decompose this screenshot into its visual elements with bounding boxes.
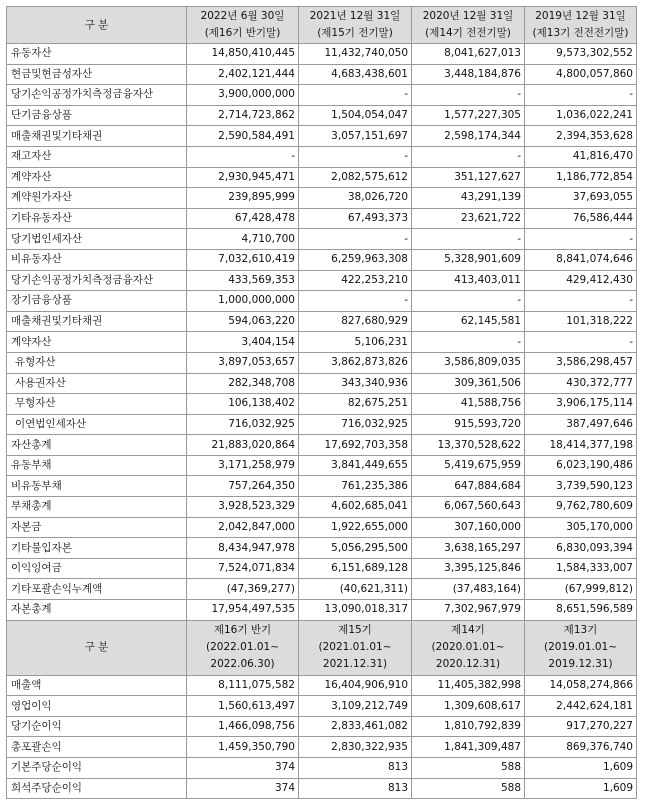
row-label: 유동부채: [7, 455, 187, 476]
row-label: 유형자산: [7, 352, 187, 373]
row-value: 757,264,350: [187, 476, 299, 497]
row-value: 2,590,584,491: [187, 126, 299, 147]
table-row: [7, 64, 637, 85]
row-value: 14,058,274,866: [525, 675, 637, 696]
row-label: 자본총계: [7, 600, 187, 621]
row-value: 647,884,684: [412, 476, 525, 497]
header-period: [412, 7, 525, 44]
row-value: 813: [299, 758, 412, 779]
row-value: (37,483,164): [412, 579, 525, 600]
row-value: 716,032,925: [299, 414, 412, 435]
row-value: 38,026,720: [299, 188, 412, 209]
row-value: 11,405,382,998: [412, 675, 525, 696]
row-label: 계약자산: [7, 332, 187, 353]
row-value: -: [525, 229, 637, 250]
row-value: 869,376,740: [525, 737, 637, 758]
period-date: 2020년 12월 31일: [422, 10, 514, 22]
row-value: 2,830,322,935: [299, 737, 412, 758]
row-value: (67,999,812): [525, 579, 637, 600]
row-label: 사용권자산: [7, 373, 187, 394]
row-value: 305,170,000: [525, 517, 637, 538]
row-value: 8,041,627,013: [412, 44, 525, 65]
period-from: (2019.01.01~: [543, 641, 617, 654]
row-label: 당기손익공정가치측정금융자산: [7, 270, 187, 291]
row-value: 1,584,333,007: [525, 558, 637, 579]
period-to: 2021.12.31): [322, 658, 388, 671]
period-date: 2021년 12월 31일: [309, 10, 401, 22]
balance-header-row: [7, 7, 637, 44]
row-value: 4,602,685,041: [299, 497, 412, 518]
row-label: 장기금융상품: [7, 291, 187, 312]
row-value: 67,428,478: [187, 208, 299, 229]
table-row: [7, 126, 637, 147]
period-to: 2022.06.30): [210, 658, 275, 671]
row-value: 1,466,098,756: [187, 716, 299, 737]
row-value: 3,171,258,979: [187, 455, 299, 476]
row-value: 1,309,608,617: [412, 696, 525, 717]
row-value: 2,930,945,471: [187, 167, 299, 188]
row-value: 17,692,703,358: [299, 435, 412, 456]
header-period: [299, 7, 412, 44]
period-term: 제16기 반기: [213, 624, 272, 637]
row-value: 6,830,093,394: [525, 538, 637, 559]
row-value: 14,850,410,445: [187, 44, 299, 65]
row-value: 5,328,901,609: [412, 249, 525, 270]
income-header-period: [525, 620, 637, 675]
row-label: 당기법인세자산: [7, 229, 187, 250]
row-label: 당기순이익: [7, 716, 187, 737]
row-value: 7,032,610,419: [187, 249, 299, 270]
financial-summary-table: [6, 6, 637, 799]
row-value: 2,833,461,082: [299, 716, 412, 737]
table-row: [7, 85, 637, 106]
row-value: 4,710,700: [187, 229, 299, 250]
row-label: 현금및현금성자산: [7, 64, 187, 85]
row-value: 8,111,075,582: [187, 675, 299, 696]
row-label: 비유동자산: [7, 249, 187, 270]
row-value: 387,497,646: [525, 414, 637, 435]
row-label: 기타포괄손익누계액: [7, 579, 187, 600]
period-term: (제14기 전전기말): [425, 27, 511, 39]
row-value: 8,651,596,589: [525, 600, 637, 621]
row-value: -: [412, 291, 525, 312]
row-value: (40,621,311): [299, 579, 412, 600]
row-value: 2,442,624,181: [525, 696, 637, 717]
table-row: [7, 476, 637, 497]
table-row: [7, 737, 637, 758]
row-value: -: [299, 229, 412, 250]
row-value: 761,235,386: [299, 476, 412, 497]
table-row: [7, 558, 637, 579]
row-label: 기타유동자산: [7, 208, 187, 229]
table-row: [7, 229, 637, 250]
row-value: 1,577,227,305: [412, 105, 525, 126]
table-row: [7, 600, 637, 621]
row-value: 43,291,139: [412, 188, 525, 209]
table-row: [7, 249, 637, 270]
row-value: 1,504,054,047: [299, 105, 412, 126]
row-value: 588: [412, 758, 525, 779]
row-label: 재고자산: [7, 146, 187, 167]
row-value: 13,090,018,317: [299, 600, 412, 621]
row-value: 1,609: [525, 778, 637, 799]
row-value: 3,928,523,329: [187, 497, 299, 518]
row-value: 5,419,675,959: [412, 455, 525, 476]
header-label: 구 분: [7, 7, 187, 44]
row-label: 비유동부채: [7, 476, 187, 497]
row-value: 82,675,251: [299, 394, 412, 415]
period-term: 제15기: [338, 624, 372, 637]
row-label: 희석주당순이익: [7, 778, 187, 799]
row-value: 915,593,720: [412, 414, 525, 435]
row-label: 기본주당순이익: [7, 758, 187, 779]
row-value: 3,862,873,826: [299, 352, 412, 373]
row-value: 594,063,220: [187, 311, 299, 332]
table-row: [7, 394, 637, 415]
row-value: 3,404,154: [187, 332, 299, 353]
row-value: 41,588,756: [412, 394, 525, 415]
row-label: 당기손익공정가치측정금융자산: [7, 85, 187, 106]
row-value: 343,340,936: [299, 373, 412, 394]
row-label: 매출액: [7, 675, 187, 696]
row-value: 1,922,655,000: [299, 517, 412, 538]
row-label: 유동자산: [7, 44, 187, 65]
row-value: -: [525, 332, 637, 353]
row-value: 1,609: [525, 758, 637, 779]
row-value: 23,621,722: [412, 208, 525, 229]
row-value: 6,023,190,486: [525, 455, 637, 476]
row-value: 917,270,227: [525, 716, 637, 737]
row-value: 16,404,906,910: [299, 675, 412, 696]
table-row: [7, 352, 637, 373]
row-value: 1,186,772,854: [525, 167, 637, 188]
row-value: -: [412, 229, 525, 250]
row-value: 422,253,210: [299, 270, 412, 291]
row-value: -: [187, 146, 299, 167]
table-row: [7, 311, 637, 332]
table-row: [7, 538, 637, 559]
income-header-row: [7, 620, 637, 675]
row-value: 21,883,020,864: [187, 435, 299, 456]
row-value: 3,586,809,035: [412, 352, 525, 373]
table-row: [7, 435, 637, 456]
row-value: 2,714,723,862: [187, 105, 299, 126]
table-row: [7, 188, 637, 209]
row-value: 3,900,000,000: [187, 85, 299, 106]
period-from: (2022.01.01~: [205, 641, 279, 654]
income-header-label: 구 분: [7, 620, 187, 675]
row-label: 자본금: [7, 517, 187, 538]
row-value: 7,524,071,834: [187, 558, 299, 579]
period-to: 2019.12.31): [548, 658, 613, 671]
row-label: 영업이익: [7, 696, 187, 717]
row-value: -: [412, 146, 525, 167]
row-value: 3,897,053,657: [187, 352, 299, 373]
row-value: 41,816,470: [525, 146, 637, 167]
table-row: [7, 455, 637, 476]
period-term: 제14기: [451, 624, 485, 637]
row-value: 1,560,613,497: [187, 696, 299, 717]
row-value: 11,432,740,050: [299, 44, 412, 65]
row-value: -: [299, 146, 412, 167]
row-value: -: [299, 85, 412, 106]
row-value: 3,586,298,457: [525, 352, 637, 373]
row-value: 4,683,438,601: [299, 64, 412, 85]
table-row: [7, 497, 637, 518]
period-from: (2021.01.01~: [318, 641, 392, 654]
row-label: 매출채권및기타채권: [7, 126, 187, 147]
table-row: [7, 758, 637, 779]
row-value: 3,448,184,876: [412, 64, 525, 85]
header-period: [525, 7, 637, 44]
row-value: 9,573,302,552: [525, 44, 637, 65]
table-row: [7, 517, 637, 538]
row-value: 374: [187, 758, 299, 779]
row-value: 1,841,309,487: [412, 737, 525, 758]
period-term: (제16기 반기말): [204, 27, 281, 39]
row-label: 단기금융상품: [7, 105, 187, 126]
table-row: [7, 44, 637, 65]
row-value: 307,160,000: [412, 517, 525, 538]
row-label: 부채총계: [7, 497, 187, 518]
row-value: 374: [187, 778, 299, 799]
row-value: 309,361,506: [412, 373, 525, 394]
table-row: [7, 270, 637, 291]
row-value: 3,841,449,655: [299, 455, 412, 476]
row-value: 1,000,000,000: [187, 291, 299, 312]
row-value: 5,106,231: [299, 332, 412, 353]
row-value: 5,056,295,500: [299, 538, 412, 559]
row-value: 413,403,011: [412, 270, 525, 291]
row-value: 1,459,350,790: [187, 737, 299, 758]
period-date: 2022년 6월 30일: [200, 10, 285, 22]
period-date: 2019년 12월 31일: [535, 10, 626, 22]
row-value: (47,369,277): [187, 579, 299, 600]
row-value: 101,318,222: [525, 311, 637, 332]
period-term: (제13기 전전전기말): [532, 27, 629, 39]
table-row: [7, 167, 637, 188]
header-period: [187, 7, 299, 44]
row-value: 2,394,353,628: [525, 126, 637, 147]
row-label: 기타불입자본: [7, 538, 187, 559]
row-value: 4,800,057,860: [525, 64, 637, 85]
row-value: 2,598,174,344: [412, 126, 525, 147]
row-value: 2,042,847,000: [187, 517, 299, 538]
period-term: 제13기: [563, 624, 598, 637]
row-value: 1,810,792,839: [412, 716, 525, 737]
row-value: 351,127,627: [412, 167, 525, 188]
table-row: [7, 332, 637, 353]
row-value: 430,372,777: [525, 373, 637, 394]
row-label: 무형자산: [7, 394, 187, 415]
row-value: 13,370,528,622: [412, 435, 525, 456]
row-value: -: [412, 332, 525, 353]
row-value: 3,109,212,749: [299, 696, 412, 717]
table-row: [7, 291, 637, 312]
table-row: [7, 373, 637, 394]
row-label: 자산총계: [7, 435, 187, 456]
period-from: (2020.01.01~: [431, 641, 505, 654]
table-row: [7, 778, 637, 799]
table-row: [7, 105, 637, 126]
row-value: 8,841,074,646: [525, 249, 637, 270]
row-value: 429,412,430: [525, 270, 637, 291]
row-label: 이연법인세자산: [7, 414, 187, 435]
row-value: 37,693,055: [525, 188, 637, 209]
row-value: 3,638,165,297: [412, 538, 525, 559]
row-value: 9,762,780,609: [525, 497, 637, 518]
table-row: [7, 696, 637, 717]
row-label: 매출채권및기타채권: [7, 311, 187, 332]
row-value: -: [299, 291, 412, 312]
row-value: 239,895,999: [187, 188, 299, 209]
table-row: [7, 414, 637, 435]
row-value: 67,493,373: [299, 208, 412, 229]
row-value: 106,138,402: [187, 394, 299, 415]
row-value: -: [525, 85, 637, 106]
table-row: [7, 208, 637, 229]
income-header-period: [187, 620, 299, 675]
row-value: 813: [299, 778, 412, 799]
period-to: 2020.12.31): [435, 658, 501, 671]
row-value: 76,586,444: [525, 208, 637, 229]
row-label: 총포괄손익: [7, 737, 187, 758]
table-row: [7, 675, 637, 696]
row-value: 588: [412, 778, 525, 799]
row-value: 6,151,689,128: [299, 558, 412, 579]
table-row: [7, 146, 637, 167]
row-value: 8,434,947,978: [187, 538, 299, 559]
row-value: 716,032,925: [187, 414, 299, 435]
row-label: 이익잉여금: [7, 558, 187, 579]
table-row: [7, 716, 637, 737]
row-value: 2,082,575,612: [299, 167, 412, 188]
row-value: 2,402,121,444: [187, 64, 299, 85]
row-value: 433,569,353: [187, 270, 299, 291]
period-term: (제15기 전기말): [317, 27, 393, 39]
row-value: 17,954,497,535: [187, 600, 299, 621]
row-value: 3,057,151,697: [299, 126, 412, 147]
row-value: 18,414,377,198: [525, 435, 637, 456]
row-value: 3,395,125,846: [412, 558, 525, 579]
row-value: 6,067,560,643: [412, 497, 525, 518]
row-label: 계약원가자산: [7, 188, 187, 209]
table-row: [7, 579, 637, 600]
income-header-period: [412, 620, 525, 675]
row-value: 3,739,590,123: [525, 476, 637, 497]
row-value: 7,302,967,979: [412, 600, 525, 621]
row-value: -: [525, 291, 637, 312]
income-header-period: [299, 620, 412, 675]
row-value: -: [412, 85, 525, 106]
row-value: 827,680,929: [299, 311, 412, 332]
row-value: 6,259,963,308: [299, 249, 412, 270]
row-value: 1,036,022,241: [525, 105, 637, 126]
row-value: 3,906,175,114: [525, 394, 637, 415]
row-value: 62,145,581: [412, 311, 525, 332]
row-label: 계약자산: [7, 167, 187, 188]
row-value: 282,348,708: [187, 373, 299, 394]
